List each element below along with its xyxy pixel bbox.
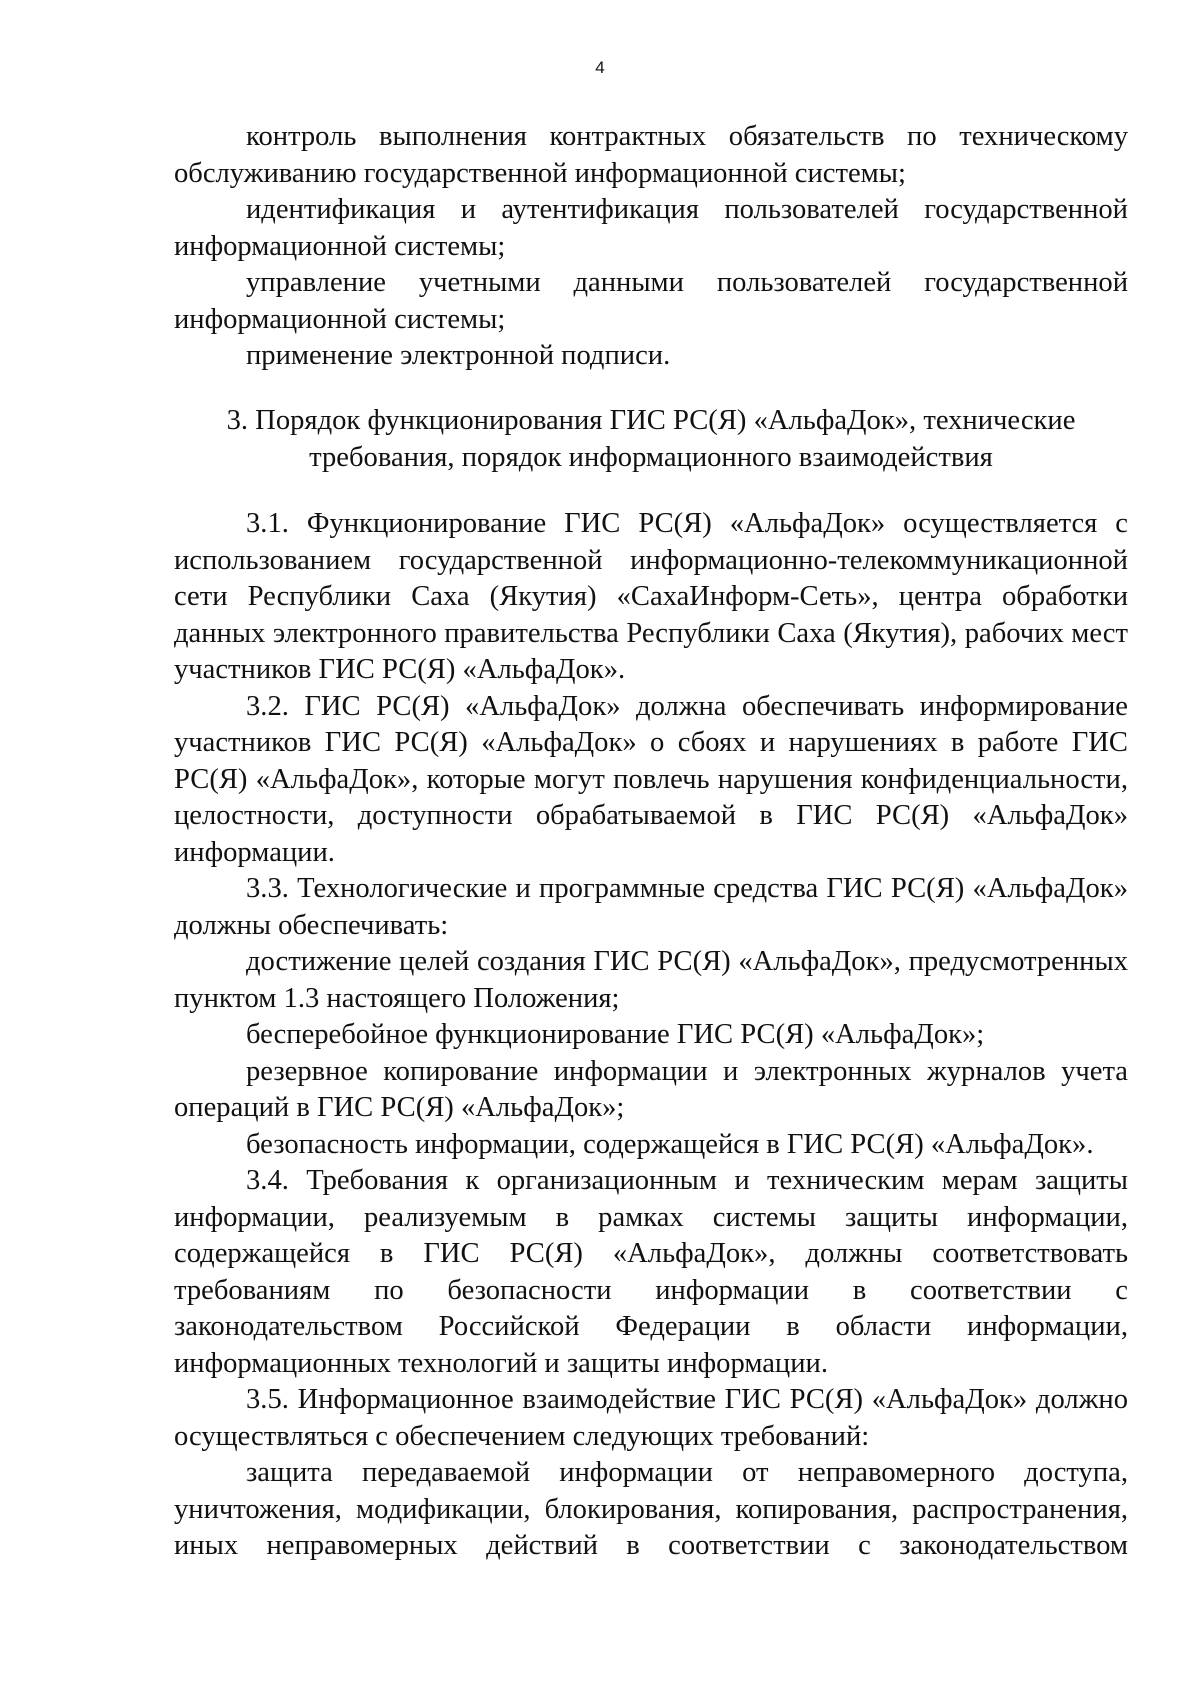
section-heading-line-2: требования, порядок информационного взаимодействия xyxy=(309,441,993,473)
section-body xyxy=(174,506,1128,1565)
paragraph-3-5: 3.5. Информационное взаимодействие ГИС РС(Я) «АльфаДок» должно осуществляться с обеспечением следующих требований: xyxy=(174,1384,1128,1452)
list-item: идентификация и аутентификация пользователей государственной информационной системы; xyxy=(174,194,1128,262)
page-number: 4 xyxy=(595,58,605,77)
paragraph-3-3: 3.3. Технологические и программные средства ГИС РС(Я) «АльфаДок» должны обеспечивать: xyxy=(174,873,1128,941)
paragraph-3-2: 3.2. ГИС РС(Я) «АльфаДок» должна обеспечивать информирование участников ГИС РС(Я) «АльфаДок» о сбоях и нарушениях в работе ГИС РС(Я) «АльфаДок», которые могут повлечь нарушения конфиденциальности, целостности, доступности обрабатываемой в ГИС РС(Я) «АльфаДок» информации. xyxy=(174,690,1128,868)
list-item: защита передаваемой информации от неправомерного доступа, уничтожения, модификации, блокирования, копирования, распространения, иных неправомерных действий в соответствии с законодательством xyxy=(174,1457,1128,1561)
list-item: управление учетными данными пользователей государственной информационной системы; xyxy=(174,267,1128,335)
list-item: контроль выполнения контрактных обязательств по техническому обслуживанию государственной информационной системы; xyxy=(174,121,1128,189)
list-item: резервное копирование информации и электронных журналов учета операций в ГИС РС(Я) «АльфаДок»; xyxy=(174,1055,1128,1123)
section-heading xyxy=(174,403,1128,476)
list-top xyxy=(174,119,1128,375)
list-item: безопасность информации, содержащейся в ГИС РС(Я) «АльфаДок». xyxy=(246,1128,1094,1160)
paragraph-3-4: 3.4. Требования к организационным и техническим мерам защиты информации, реализуемым в рамках системы защиты информации, содержащейся в ГИС РС(Я) «АльфаДок», должны соответствовать требованиям по безопасности информации в соответствии с законодательством Российской Федерации в области информации, информационных технологий и защиты информации. xyxy=(174,1165,1128,1379)
list-item: бесперебойное функционирование ГИС РС(Я) «АльфаДок»; xyxy=(246,1019,985,1050)
section-heading-line-1: 3. Порядок функционирования ГИС РС(Я) «АльфаДок», технические xyxy=(226,405,1076,436)
list-item: применение электронной подписи. xyxy=(246,340,671,371)
paragraph-3-1: 3.1. Функционирование ГИС РС(Я) «АльфаДок» осуществляется с использованием государственной информационно-телекоммуникационной сети Республики Саха (Якутия) «СахаИнформ-Сеть», центра обработки данных электронного правительства Республики Саха (Якутия), рабочих мест участников ГИС РС(Я) «АльфаДок». xyxy=(174,508,1128,685)
list-item: достижение целей создания ГИС РС(Я) «АльфаДок», предусмотренных пунктом 1.3 настоящего Положения; xyxy=(174,946,1128,1014)
